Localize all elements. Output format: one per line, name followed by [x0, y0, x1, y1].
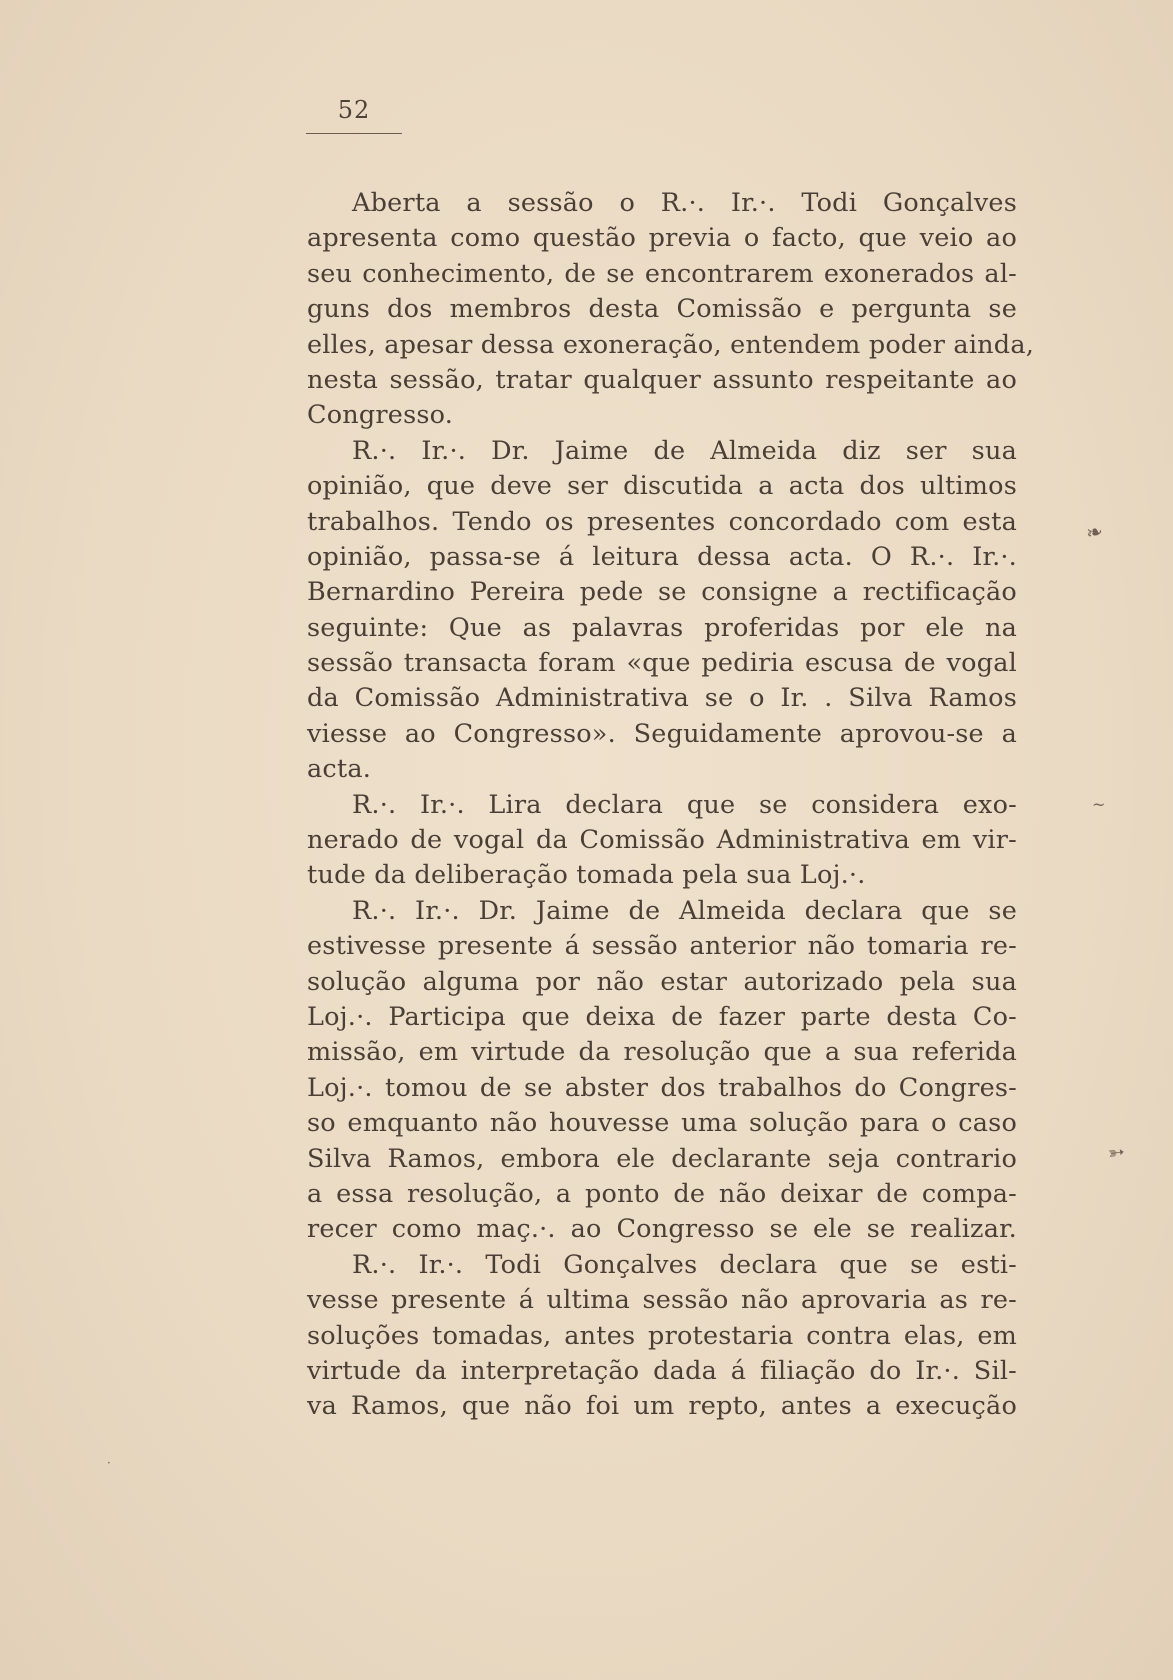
text-line: a essa resolução, a ponto de não deixar de compa-	[307, 1178, 1017, 1209]
text-line: Silva Ramos, embora ele declarante seja contrario	[307, 1143, 1017, 1174]
text-line: Bernardino Pereira pede se consigne a rectificação	[307, 577, 1017, 608]
text-line: elles, apesar dessa exoneração, entendem poder ainda,	[307, 329, 1035, 360]
ink-spot-icon: ·	[107, 1456, 111, 1470]
text-line: apresenta como questão previa o facto, que veio ao	[307, 223, 1017, 254]
text-line: Aberta a sessão o R.·. Ir.·. Todi Gonçalves	[352, 188, 1017, 218]
text-line: va Ramos, que não foi um repto, antes a execução	[307, 1391, 1017, 1422]
page-number: 52	[337, 96, 371, 124]
ink-spot-icon: ❧	[1083, 518, 1106, 546]
text-line: missão, em virtude da resolução que a sua referida	[307, 1037, 1017, 1068]
text-line: acta.	[307, 754, 372, 785]
text-line: seu conhecimento, de se encontrarem exonerados al-	[307, 258, 1017, 289]
text-line: R.·. Ir.·. Lira declara que se considera exo-	[352, 789, 1017, 820]
text-line: sessão transacta foram «que pediria escusa de vogal	[307, 648, 1017, 679]
ink-spot-icon: ➳	[1106, 1138, 1127, 1166]
text-line: R.·. Ir.·. Dr. Jaime de Almeida diz ser sua	[352, 435, 1017, 466]
text-line: trabalhos. Tendo os presentes concordado com esta	[307, 506, 1017, 537]
text-line: tude da deliberação tomada pela sua Loj.·.	[307, 860, 866, 891]
text-line: R.·. Ir.·. Dr. Jaime de Almeida declara que se	[352, 895, 1017, 926]
text-line: viesse ao Congresso». Seguidamente aprovou-se a	[307, 718, 1017, 749]
text-line: Loj.·. Participa que deixa de fazer parte desta Co-	[307, 1001, 1017, 1032]
text-line: vesse presente á ultima sessão não aprovaria as re-	[307, 1285, 1017, 1316]
page-number-rule	[306, 133, 402, 134]
text-line: recer como maç.·. ao Congresso se ele se realizar.	[307, 1214, 1017, 1245]
text-line: seguinte: Que as palavras proferidas por ele na	[307, 612, 1017, 643]
text-line: opinião, que deve ser discutida a acta dos ultimos	[307, 471, 1017, 502]
text-line: guns dos membros desta Comissão e pergunta se	[307, 294, 1017, 325]
body-text	[307, 186, 1035, 1425]
text-line: Loj.·. tomou de se abster dos trabalhos do Congres-	[307, 1072, 1017, 1103]
text-line: opinião, passa-se á leitura dessa acta. O R.·. Ir.·.	[307, 541, 1017, 572]
text-line: da Comissão Administrativa se o Ir. . Silva Ramos	[307, 683, 1017, 714]
text-line: R.·. Ir.·. Todi Gonçalves declara que se esti-	[352, 1249, 1017, 1280]
text-line: virtude da interpretação dada á filiação do Ir.·. Sil-	[307, 1355, 1017, 1386]
text-line: Congresso.	[307, 400, 454, 431]
ink-spot-icon: ~	[1092, 795, 1106, 814]
text-line: so emquanto não houvesse uma solução para o caso	[307, 1108, 1017, 1139]
text-line: soluções tomadas, antes protestaria contra elas, em	[307, 1320, 1017, 1351]
text-line: estivesse presente á sessão anterior não tomaria re-	[307, 931, 1017, 962]
text-line: nesta sessão, tratar qualquer assunto respeitante ao	[307, 364, 1017, 395]
text-line: nerado de vogal da Comissão Administrativa em vir-	[307, 825, 1017, 856]
text-line: solução alguma por não estar autorizado pela sua	[307, 966, 1017, 997]
